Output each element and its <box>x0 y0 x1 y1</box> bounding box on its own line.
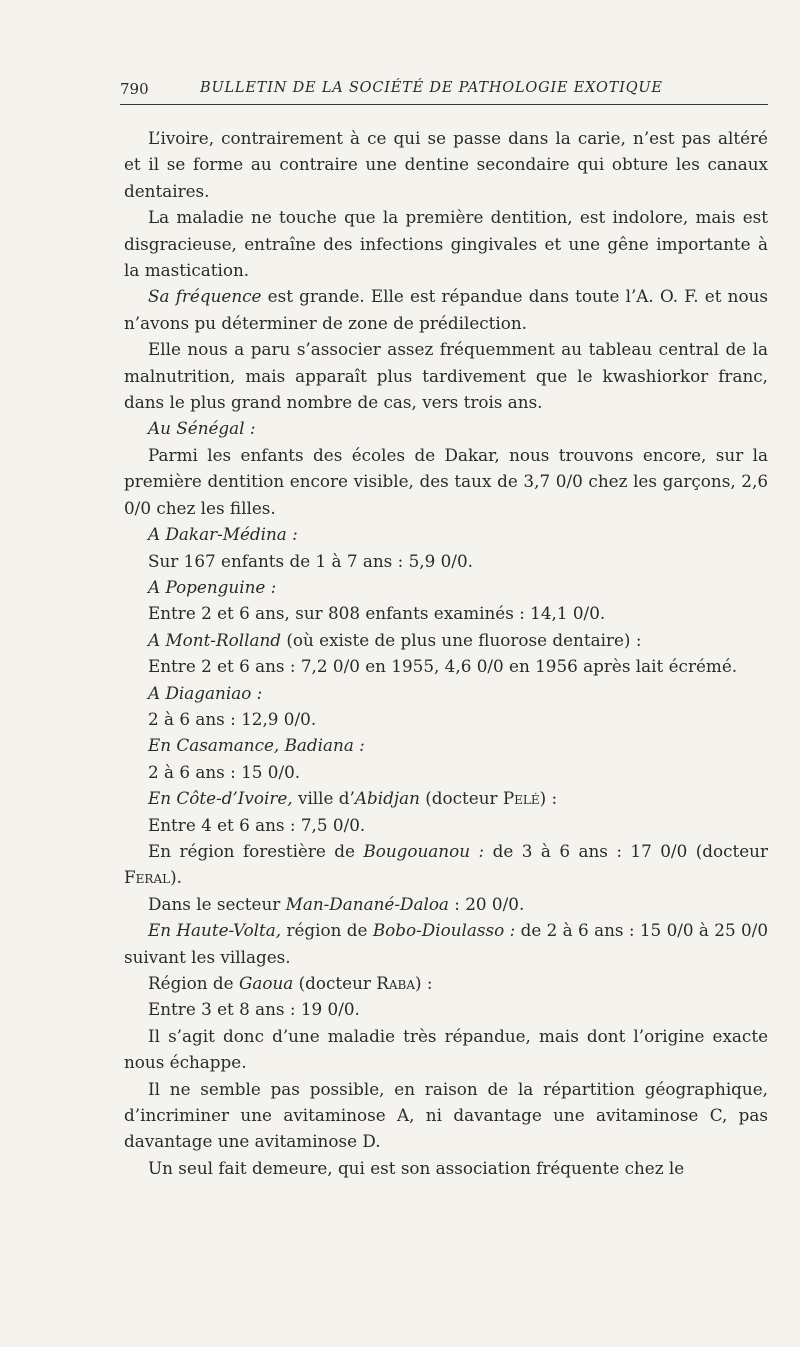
paragraph: L’ivoire, contrairement à ce qui se passe dans la carie, n’est pas altéré et il se forme au contraire une dentine secondaire qui obture les canaux dentaires. <box>124 128 768 201</box>
journal-title: BULLETIN DE LA SOCIÉTÉ DE PATHOLOGIE EXOTIQUE <box>200 80 663 96</box>
paragraph: Sa fréquence est grande. Elle est répandue dans toute l’A. O. F. et nous n’avons pu déterminer de zone de prédilection. <box>124 286 768 333</box>
paragraph: Elle nous a paru s’associer assez fréquemment au tableau central de la malnutrition, mais apparaît plus tardivement que le kwashiorkor franc, dans le plus grand nombre de cas, vers trois ans. <box>124 339 768 413</box>
location-heading: En Casamance, Badiana : <box>148 735 365 756</box>
statistic-line: Entre 2 et 6 ans, sur 808 enfants examinés : 14,1 0/0. <box>148 603 606 624</box>
statistic-line: Dans le secteur Man-Danané-Daloa : 20 0/0. <box>148 893 525 914</box>
location-heading: A Popenguine : <box>148 576 277 597</box>
paragraph: Il s’agit donc d’une maladie très répandue, mais dont l’origine exacte nous échappe. <box>124 1025 768 1073</box>
header-rule <box>120 104 768 105</box>
statistic-line: Sur 167 enfants de 1 à 7 ans : 5,9 0/0. <box>148 550 473 571</box>
statistic-line: Entre 3 et 8 ans : 19 0/0. <box>148 999 360 1020</box>
paragraph: Il ne semble pas possible, en raison de la répartition géographique, d’incriminer une avitaminose A, ni davantage une avitaminose C, pas davantage une avitaminose D. <box>124 1078 768 1152</box>
location-heading: En Côte-d’Ivoire, ville d’Abidjan (docteur Pelé) : <box>148 788 558 809</box>
statistic-line: En Haute-Volta, région de Bobo-Dioulasso : de 2 à 6 ans : 15 0/0 à 25 0/0 suivant les villages. <box>124 920 769 967</box>
emphasis: Sa fréquence <box>148 286 262 307</box>
body-text <box>124 125 768 1181</box>
page-number: 790 <box>120 80 149 98</box>
running-header <box>120 80 768 102</box>
statistic-line: En région forestière de Bougouanou : de 3 à 6 ans : 17 0/0 (docteur Feral). <box>124 840 769 888</box>
paragraph: Parmi les enfants des écoles de Dakar, nous trouvons encore, sur la première dentition encore visible, des taux de 3,7 0/0 chez les garçons, 2,6 0/0 chez les filles. <box>124 444 768 518</box>
region-heading: Au Sénégal : <box>148 418 256 439</box>
location-heading: Région de Gaoua (docteur Raba) : <box>148 973 433 993</box>
paragraph: La maladie ne touche que la première dentition, est indolore, mais est disgracieuse, entraîne des infections gingivales et une gêne importante à la mastication. <box>124 207 768 281</box>
paragraph: Un seul fait demeure, qui est son association fréquente chez le <box>148 1157 685 1178</box>
statistic-line: Entre 2 et 6 ans : 7,2 0/0 en 1955, 4,6 0/0 en 1956 après lait écrémé. <box>148 656 738 677</box>
statistic-line: Entre 4 et 6 ans : 7,5 0/0. <box>148 814 366 835</box>
location-heading: A Diaganiao : <box>148 682 263 703</box>
statistic-line: 2 à 6 ans : 12,9 0/0. <box>148 708 317 729</box>
location-heading: A Mont-Rolland (où existe de plus une fluorose dentaire) : <box>148 629 642 650</box>
statistic-line: 2 à 6 ans : 15 0/0. <box>148 761 301 782</box>
location-heading: A Dakar-Médina : <box>148 524 298 545</box>
